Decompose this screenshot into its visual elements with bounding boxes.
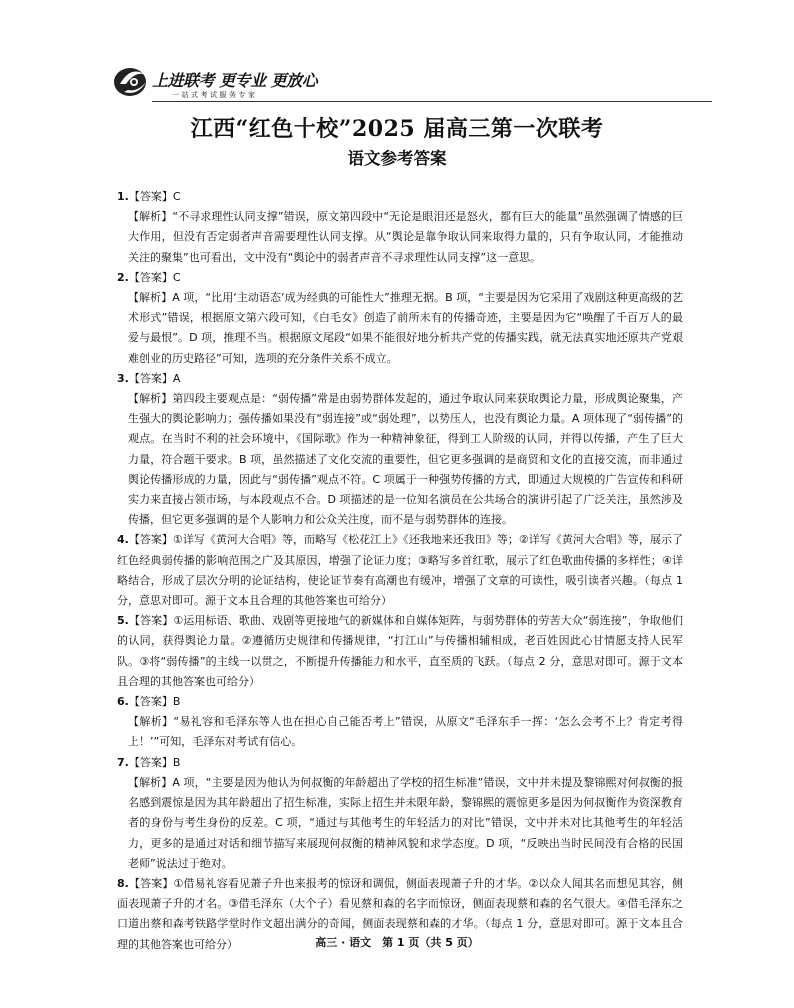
answer-text: 【答案】①借易礼容看见萧子升也来报考的惊讶和调侃，侧面表现萧子升的才华。②以众人闻其名而想见其容，侧面表现萧子升的才名。③借毛泽东（大个子）看见蔡和森的名字而惊讶，侧面表现蔡和森的名气很大。④借毛泽东之口道出蔡和森考铁路学堂时作文超出满分的奇闻，侧面表现蔡和森的才华。（每点 1 分，意思对即可。源于文本且合理的其他答案也可给分） [117, 876, 683, 951]
analysis-text: 【解析】A 项，“主要是因为他认为何叔衡的年龄超出了学校的招生标准”错误，文中并未提及黎锦熙对何叔衡的报名感到震惊是因为其年龄超出了招生标准，实际上招生并未限年龄，黎锦熙的震惊更多是因为何叔衡作为资深教育者的身份与考生身份的反差。C 项，“通过与其他考生的年轻活力的对比”错误，文中并未对比其他考生的年轻活力，更多的是通过对话和细节描写来展现何叔衡的精神风貌和求学态度。D 项，“反映出当时民间没有合格的民国老师”说法过于绝对。 [128, 775, 683, 870]
question-number: 5. [117, 614, 129, 628]
answer-text: 【答案】①详写《黄河大合唱》等，而略写《松花江上》《还我地来还我田》等；②详写《黄河大合唱》等，展示了红色经典弱传播的影响范围之广及其原因，增强了论证力度；③略写多首红歌，展示了红色歌曲传播的多样性；④详略结合，形成了层次分明的论证结构，使论证节奏有高潮也有缓冲，增强了文章的可读性，吸引读者兴趣。（每点 1 分，意思对即可。源于文本且合理的其他答案也可给分） [117, 533, 683, 608]
answer-item-2 [117, 268, 683, 369]
page-subtitle: 语文参考答案 [347, 149, 447, 168]
answer-item-5 [117, 611, 683, 692]
analysis-text: 【解析】“不寻求理性认同支撑”错误，原文第四段中“无论是眼泪还是怒火，都有巨大的能量”虽然强调了情感的巨大作用，但没有否定弱者声音需要理性认同支撑。从“舆论是靠争取认同来取得力量的，只有争取认同，才能推动关注的聚集”也可看出，文中没有“舆论中的弱者声音不寻求理性认同支撑”这一意思。 [128, 210, 683, 264]
answer-text: 【答案】C [128, 190, 181, 203]
answer-item-3 [117, 369, 683, 531]
analysis-text: 【解析】“易礼容和毛泽东等人也在担心自己能否考上”错误，从原文“毛泽东手一挥：‘怎么会考不上？肯定考得上！’”可知，毛泽东对考试有信心。 [128, 715, 683, 749]
question-number: 7. [117, 755, 129, 769]
analysis-text: 【解析】第四段主要观点是：“弱传播”常是由弱势群体发起的，通过争取认同来获取舆论力量，形成舆论聚集，产生强大的舆论影响力；强传播如果没有“弱连接”或“弱处理”，以势压人，也没有舆论力量。A 项体现了“弱传播”的观点。在当时不利的社会环境中，《国际歌》作为一种精神象征，得到工人阶级的认同，并得以传播，产生了巨大力量，符合题干要求。B 项，虽然描述了文化交流的重要性，但它更多强调的是商贸和文化的直接交流，而非通过舆论传播形成的力量，因此与“弱传播”观点不符。C 项属于一种强势传播的方式，即通过大规模的广告宣传和科研实力来直接占领市场，与本段观点不合。D 项描述的是一位知名演员在公共场合的演讲引起了广泛关注，虽然涉及传播，但它更多强调的是个人影响力和公众关注度，而不是与弱势群体的连接。 [128, 392, 683, 527]
header-divider [152, 101, 712, 102]
question-number: 1. [117, 190, 129, 203]
answer-text: 【答案】①运用标语、歌曲、戏剧等更接地气的新媒体和自媒体矩阵，与弱势群体的劳苦大众“弱连接”，争取他们的认同，获得舆论力量。②遵循历史规律和传播规律，“打江山”与传播相辅相成，老百姓因此心甘情愿支持人民军队。③将“弱传播”的主线一以贯之，不断提升传播能力和水平，直至质的飞跃。（每点 2 分，意思对即可。源于文本且合理的其他答案也可给分） [117, 614, 683, 688]
answer-item-1 [117, 187, 683, 268]
answer-text: 【答案】C [128, 270, 181, 284]
brand-tagline: 一站式考试服务专家 [172, 91, 258, 99]
question-number: 4. [117, 533, 129, 547]
question-number: 2. [117, 270, 129, 284]
answer-text: 【答案】B [128, 755, 181, 769]
page-title: 江西“红色十校”2025 届高三第一次联考 [190, 116, 604, 142]
answer-text: 【答案】B [128, 695, 181, 709]
question-number: 6. [117, 695, 129, 709]
page-footer: 高三 · 语文 第 1 页（共 5 页） [315, 936, 479, 949]
brand-slogan: 上进联考 更专业 更放心 [152, 71, 318, 90]
answer-item-7 [117, 753, 683, 874]
answer-list [117, 187, 683, 955]
header [112, 62, 712, 106]
answer-item-6 [117, 692, 683, 753]
question-number: 3. [117, 371, 129, 385]
question-number: 8. [117, 876, 129, 890]
analysis-text: 【解析】A 项，“比用‘主动语态’成为经典的可能性大”推理无据。B 项，“主要是因为它采用了戏剧这种更高级的艺术形式”错误，根据原文第六段可知，《白毛女》创造了前所未有的传播奇迹，主要是因为它“唤醒了千百万人的最爱与最恨”。D 项，推理不当。根据原文尾段“如果不能很好地分析共产党的传播实践，就无法真实地还原共产党艰难创业的历史路径”可知，选项的充分条件关系不成立。 [128, 291, 683, 365]
answer-text: 【答案】A [128, 371, 181, 385]
logo-icon [112, 62, 156, 102]
answer-item-4 [117, 530, 683, 611]
